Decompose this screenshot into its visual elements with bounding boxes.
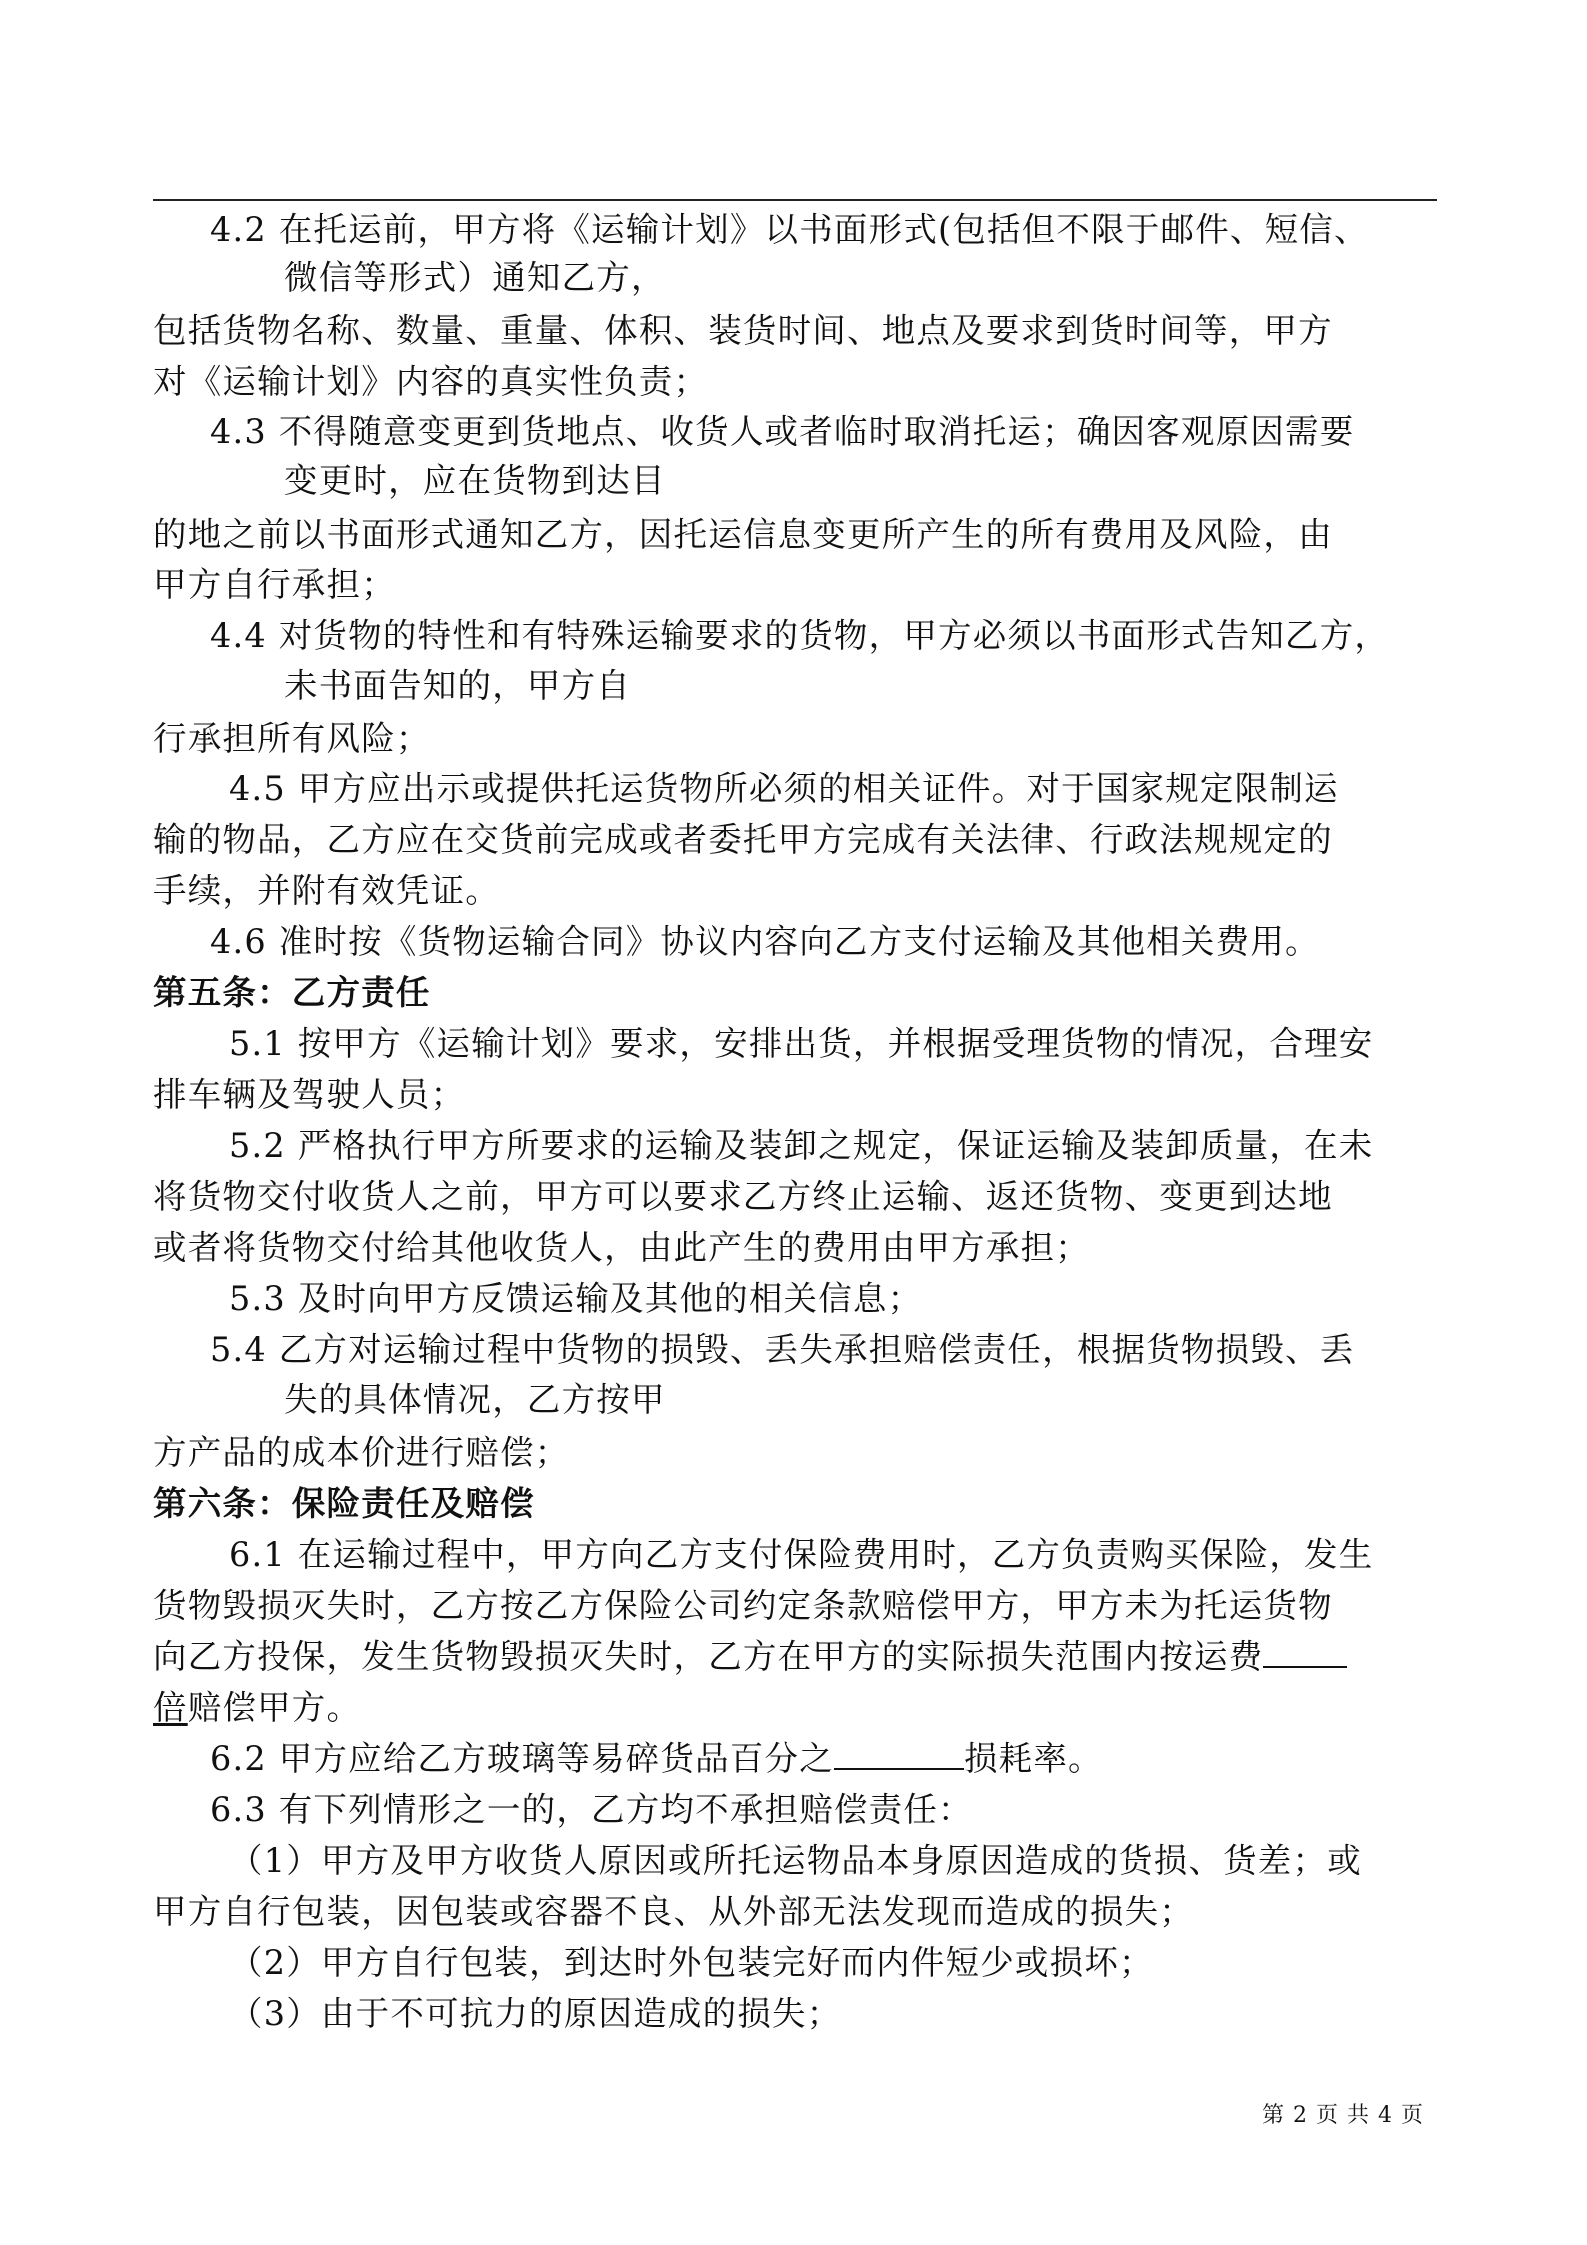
text-segment: 6.2 甲方应给乙方玻璃等易碎货品百分之 [210,1739,834,1778]
text-line: 4.6 准时按《货物运输合同》协议内容向乙方支付运输及其他相关费用。 [210,922,1320,961]
text-line: 6.1 在运输过程中，甲方向乙方支付保险费用时，乙方负责购买保险，发生 [229,1535,1374,1574]
text-line: 手续，并附有效凭证。 [153,871,500,910]
text-line: 输的物品，乙方应在交货前完成或者委托甲方完成有关法律、行政法规规定的 [153,820,1333,859]
fill-in-blank [1263,1636,1347,1668]
text-line: 4.5 甲方应出示或提供托运货物所必须的相关证件。对于国家规定限制运 [229,769,1339,808]
text-line: 5.3 及时向甲方反馈运输及其他的相关信息； [229,1279,923,1318]
text-line: 方产品的成本价进行赔偿； [153,1433,570,1472]
text-line: （1）甲方及甲方收货人原因或所托运物品本身原因造成的货损、货差；或 [229,1841,1362,1880]
text-line: 货物毁损灭失时，乙方按乙方保险公司约定条款赔偿甲方，甲方未为托运货物 [153,1586,1333,1625]
section-heading: 第六条：保险责任及赔偿 [153,1484,535,1523]
text-line: 4.4 对货物的特性和有特殊运输要求的货物，甲方必须以书面形式告知乙方， [210,616,1390,655]
text-line: （2）甲方自行包装，到达时外包装完好而内件短少或损坏； [229,1943,1154,1982]
text-line [153,1686,361,1730]
text-line: 5.1 按甲方《运输计划》要求，安排出货，并根据受理货物的情况，合理安 [229,1024,1374,1063]
text-line: （3）由于不可抗力的原因造成的损失； [229,1994,842,2033]
fill-in-blank [834,1738,964,1770]
text-line: 将货物交付收货人之前，甲方可以要求乙方终止运输、返还货物、变更到达地 [153,1177,1333,1216]
text-line: 变更时，应在货物到达目 [284,461,666,500]
header-rule [153,199,1437,201]
text-line: 的地之前以书面形式通知乙方，因托运信息变更所产生的所有费用及风险，由 [153,515,1333,554]
text-line: 6.3 有下列情形之一的，乙方均不承担赔偿责任： [210,1790,973,1829]
text-segment: 倍 [153,1688,188,1727]
page-number: 第 2 页 共 4 页 [1262,2103,1424,2128]
text-line: 包括货物名称、数量、重量、体积、装货时间、地点及要求到货时间等，甲方 [153,311,1333,350]
text-line: 行承担所有风险； [153,719,431,758]
text-line: 失的具体情况，乙方按甲 [284,1380,666,1419]
text-line: 4.2 在托运前，甲方将《运输计划》以书面形式(包括但不限于邮件、短信、 [210,210,1369,249]
text-segment: 向乙方投保，发生货物毁损灭失时，乙方在甲方的实际损失范围内按运费 [153,1637,1264,1676]
text-line: 5.2 严格执行甲方所要求的运输及装卸之规定，保证运输及装卸质量，在未 [229,1126,1374,1165]
text-line: 4.3 不得随意变更到货地点、收货人或者临时取消托运；确因客观原因需要 [210,412,1355,451]
text-line: 排车辆及驾驶人员； [153,1075,466,1114]
text-line: 对《运输计划》内容的真实性负责； [153,362,709,401]
text-line: 甲方自行包装，因包装或容器不良、从外部无法发现而造成的损失； [153,1892,1194,1931]
text-line: 未书面告知的，甲方自 [284,666,631,705]
text-line: 微信等形式）通知乙方， [284,258,666,297]
text-line [153,1635,1347,1679]
text-line: 甲方自行承担； [153,565,396,604]
section-heading: 第五条：乙方责任 [153,973,431,1012]
text-line: 或者将货物交付给其他收货人，由此产生的费用由甲方承担； [153,1228,1090,1267]
text-line: 5.4 乙方对运输过程中货物的损毁、丢失承担赔偿责任，根据货物损毁、丢 [210,1330,1355,1369]
text-segment: 损耗率。 [963,1739,1103,1778]
text-segment: 赔偿甲方。 [187,1688,362,1727]
text-line [210,1737,1103,1781]
